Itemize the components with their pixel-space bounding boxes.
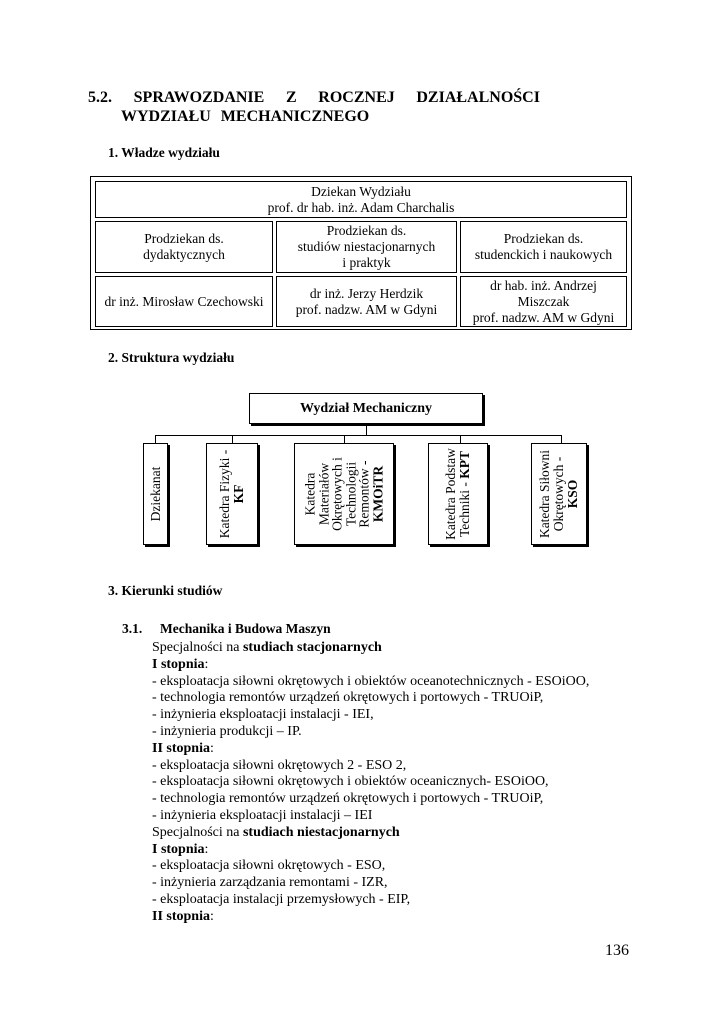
specialization-line	[152, 892, 589, 909]
line-suffix: :	[204, 656, 209, 672]
specialization-line	[152, 774, 589, 791]
specialization-line	[152, 758, 589, 775]
line-bold-text: studiach stacjonarnych	[242, 640, 382, 655]
unit-label-line: Katedra Podstaw	[443, 448, 458, 540]
line-text: - eksploatacja instalacji przemysłowych - EIP,	[152, 891, 411, 907]
unit-label-line: Katedra Fizyki -	[217, 449, 232, 539]
unit-abbreviation: KSO	[565, 479, 580, 509]
section-heading	[88, 88, 540, 126]
role-line: Prodziekan ds.	[326, 223, 407, 238]
unit-label	[149, 467, 163, 522]
vice-dean-2-person-cell	[276, 276, 457, 327]
heading-word-2: Z	[285, 89, 297, 106]
unit-kmoitr	[294, 443, 394, 545]
unit-label	[304, 457, 385, 531]
unit-label-line: Dziekanat	[147, 466, 163, 522]
org-connector-vertical	[366, 426, 367, 435]
org-connector-drop	[344, 435, 345, 443]
unit-abbreviation: KF	[231, 484, 246, 504]
specialization-line	[152, 741, 589, 758]
unit-label-line: Remontów -	[356, 460, 372, 528]
line-suffix: :	[209, 740, 214, 756]
heading-line-1	[88, 88, 540, 107]
unit-kf	[206, 443, 258, 545]
unit-label	[538, 450, 580, 538]
org-connector-horizontal	[155, 435, 562, 436]
line-text: - eksploatacja siłowni okrętowych i obiektów oceanicznych- ESOiOO,	[152, 774, 549, 790]
specialization-line	[152, 825, 589, 842]
section-authorities-title: 1. Władze wydziału	[108, 145, 220, 160]
unit-label	[444, 448, 472, 540]
dean-title: Dziekan Wydziału	[311, 183, 411, 199]
person-line: dr inż. Mirosław Czechowski	[104, 293, 264, 309]
specialization-line	[152, 690, 589, 707]
unit-abbreviation: KMOiTR	[370, 465, 385, 523]
line-text: - technologia remontów urządzeń okrętowych i portowych - TRUOiP,	[152, 791, 544, 807]
line-text: - eksploatacja siłowni okrętowych - ESO,	[152, 858, 386, 874]
specialization-line	[152, 842, 589, 859]
specializations-list	[152, 640, 589, 926]
person-line: prof. nadzw. AM w Gdyni	[295, 301, 438, 317]
role-line: Prodziekan ds.	[503, 231, 584, 246]
line-text: - inżynieria eksploatacji instalacji - IEI,	[152, 707, 374, 723]
specialization-line	[152, 791, 589, 808]
specialization-line	[152, 858, 589, 875]
line-text: - inżynieria zarządzania remontami - IZR,	[152, 875, 388, 891]
org-connector-drop	[232, 435, 233, 443]
vice-dean-3-role-cell	[460, 221, 627, 273]
line-bold-text: II stopnia	[152, 740, 210, 756]
vice-dean-2-role-cell	[276, 221, 457, 273]
role-line: dydaktycznych	[143, 247, 225, 262]
heading-line-2: WYDZIAŁU MECHANICZNEGO	[121, 108, 370, 125]
person-line: dr hab. inż. Andrzej	[490, 277, 597, 293]
org-connector-drop	[460, 435, 461, 443]
org-connector-drop	[561, 435, 562, 443]
dean-cell	[95, 181, 627, 218]
section-fields-title: 3. Kierunki studiów	[108, 583, 223, 598]
unit-label-text: Techniki -	[457, 478, 472, 538]
heading-number: 5.2.	[88, 89, 112, 106]
specialization-line	[152, 640, 589, 657]
person-line: dr inż. Jerzy Herdzik	[309, 285, 424, 301]
unit-kso	[531, 443, 587, 545]
heading-word-1: SPRAWOZDANIE	[133, 89, 265, 106]
heading-word-3: ROCZNEJ	[318, 89, 395, 106]
line-suffix: :	[204, 841, 209, 857]
vice-dean-1-person-cell	[95, 276, 273, 327]
subsection-title: Mechanika i Budowa Maszyn	[160, 621, 331, 636]
specialization-line	[152, 674, 589, 691]
line-text: - inżynieria eksploatacji instalacji – IEI	[152, 807, 373, 823]
unit-label-line: Okrętowych i	[329, 457, 345, 531]
vice-dean-1-role-cell	[95, 221, 273, 273]
section-structure-title: 2. Struktura wydziału	[108, 350, 235, 365]
unit-label-line: Katedra	[302, 472, 318, 516]
specialization-line	[152, 657, 589, 674]
specialization-line	[152, 875, 589, 892]
person-line: Miszczak	[517, 293, 570, 309]
page-number: 136	[605, 942, 629, 959]
specialization-line	[152, 909, 589, 926]
line-bold-text: studiach niestacjonarnych	[242, 824, 400, 840]
line-text: - eksploatacja siłowni okrętowych i obiektów oceanotechnicznych - ESOiOO,	[152, 673, 590, 689]
unit-label-line: Katedra Siłowni	[537, 449, 552, 539]
unit-kpt	[428, 443, 488, 545]
line-text: Specjalności na	[152, 640, 243, 655]
line-bold-text: I stopnia	[152, 656, 205, 672]
role-line: studenckich i naukowych	[474, 247, 613, 262]
specialization-line	[152, 808, 589, 825]
unit-label-line: Materiałów	[316, 462, 331, 526]
org-chart-top-box: Wydział Mechaniczny	[249, 393, 483, 424]
role-line: i praktyk	[342, 255, 391, 270]
role-line: studiów niestacjonarnych	[297, 239, 436, 254]
role-line: Prodziekan ds.	[144, 231, 224, 246]
unit-label-line: Okrętowych -	[551, 456, 566, 532]
unit-dziekanat	[143, 443, 168, 545]
specialization-line	[152, 707, 589, 724]
dean-name: prof. dr hab. inż. Adam Charchalis	[267, 199, 455, 215]
vice-dean-3-person-cell	[460, 276, 627, 327]
unit-label-line: Technologii	[343, 461, 358, 527]
org-connector-drop	[155, 435, 156, 443]
line-suffix: :	[209, 908, 214, 924]
line-text: - inżynieria produkcji – IP.	[152, 723, 302, 739]
line-text: Specjalności na	[152, 824, 243, 840]
person-line: prof. nadzw. AM w Gdyni	[472, 309, 615, 325]
unit-label	[218, 450, 246, 538]
unit-label-line-with-abbr	[458, 448, 472, 540]
subsection-number: 3.1.	[122, 621, 143, 636]
line-text: - eksploatacja siłowni okrętowych 2 - ESO 2,	[152, 757, 407, 773]
line-bold-text: II stopnia	[152, 908, 210, 924]
authorities-table	[90, 176, 632, 330]
line-text: - technologia remontów urządzeń okrętowych i portowych - TRUOiP,	[152, 690, 544, 706]
line-bold-text: I stopnia	[152, 841, 205, 857]
specialization-line	[152, 724, 589, 741]
heading-word-4: DZIAŁALNOŚCI	[416, 89, 540, 106]
unit-abbreviation: KPT	[457, 450, 472, 479]
